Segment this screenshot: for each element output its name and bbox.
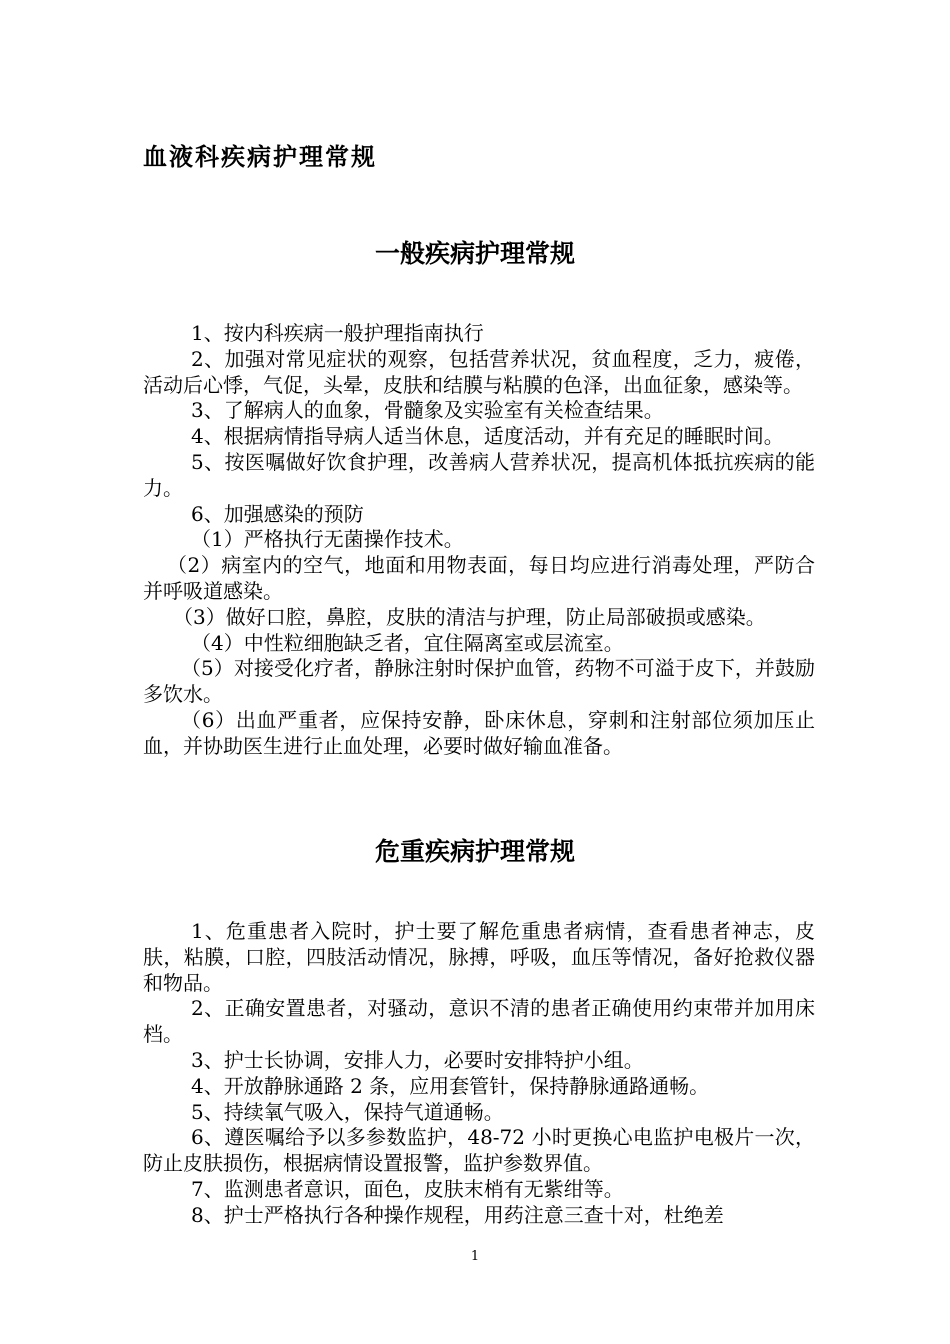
section-heading-general-care: 一般疾病护理常规 [374,239,575,268]
paragraph: （1）严格执行无菌操作技术。 [191,527,464,552]
paragraph: （5）对接受化疗者，静脉注射时保护血管，药物不可溢于皮下，并鼓励多饮水。 [143,656,815,707]
paragraph: 3、护士长协调，安排人力，必要时安排特护小组。 [191,1047,644,1072]
paragraph: （6）出血严重者，应保持安静，卧床休息，穿刺和注射部位须加压止血，并协助医生进行止血处理，必要时做好输血准备。 [143,707,815,758]
paragraph: 8、护士严格执行各种操作规程，用药注意三查十对，杜绝差 [191,1202,724,1227]
paragraph: 2、加强对常见症状的观察，包括营养状况，贫血程度，乏力，疲倦，活动后心悸，气促，头晕，皮肤和结膜与粘膜的色泽，出血征象，感染等。 [143,346,815,397]
section-heading-critical-care: 危重疾病护理常规 [374,837,575,866]
paragraph: 6、遵医嘱给予以多参数监护，48-72 小时更换心电监护电极片一次，防止皮肤损伤，根据病情设置报警，监护参数界值。 [143,1125,815,1176]
paragraph: 4、开放静脉通路 2 条，应用套管针，保持静脉通路通畅。 [191,1073,710,1098]
paragraph: 3、了解病人的血象，骨髓象及实验室有关检查结果。 [191,398,664,423]
section-body-general-care [143,321,815,760]
paragraph: 4、根据病情指导病人适当休息，适度活动，并有充足的睡眠时间。 [191,424,784,449]
section-body-critical-care [143,919,815,1229]
paragraph: 2、正确安置患者，对骚动，意识不清的患者正确使用约束带并加用床档。 [143,996,815,1047]
paragraph: （2）病室内的空气，地面和用物表面，每日均应进行消毒处理，严防合并呼吸道感染。 [143,553,815,603]
paragraph: 6、加强感染的预防 [191,501,364,526]
paragraph: 1、危重患者入院时，护士要了解危重患者病情，查看患者神志，皮肤，粘膜，口腔，四肢活动情况，脉搏，呼吸，血压等情况，备好抢救仪器和物品。 [143,919,815,995]
paragraph: 7、监测患者意识，面色，皮肤末梢有无紫绀等。 [191,1176,624,1201]
paragraph: 5、按医嘱做好饮食护理，改善病人营养状况，提高机体抵抗疾病的能力。 [143,449,815,500]
paragraph: 1、按内科疾病一般护理指南执行 [191,321,484,345]
document-title: 血液科疾病护理常规 [143,143,377,171]
page-number: 1 [470,1249,480,1264]
paragraph: （3）做好口腔，鼻腔，皮肤的清洁与护理，防止局部破损或感染。 [173,604,766,629]
paragraph: （4）中性粒细胞缺乏者，宜住隔离室或层流室。 [191,630,624,655]
paragraph: 5、持续氧气吸入，保持气道通畅。 [191,1099,504,1124]
